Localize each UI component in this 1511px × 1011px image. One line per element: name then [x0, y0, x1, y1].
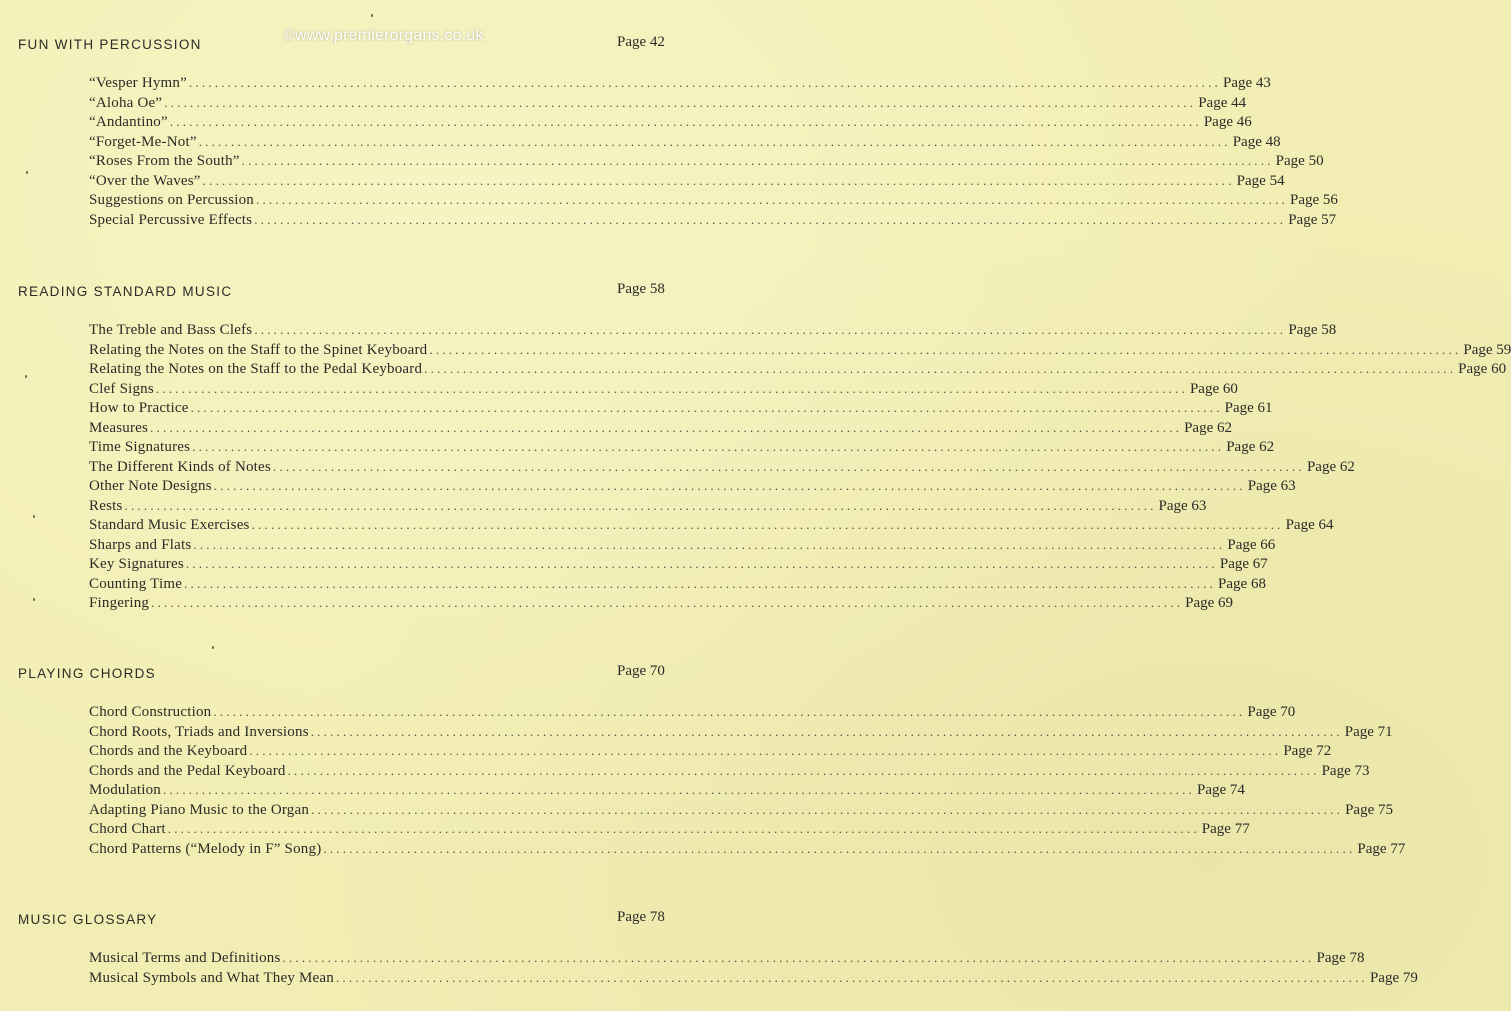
section-header [0, 909, 700, 933]
dot-leader: ................................................................................................................................................................ [311, 801, 1344, 817]
paper-speck [212, 646, 214, 649]
toc-entry [89, 380, 1238, 401]
toc-section-music-glossary [0, 909, 1418, 986]
entry-page: Page 69 [1185, 595, 1234, 611]
entry-page: Page 70 [1247, 704, 1296, 720]
watermark-text: ©www.premierorgans.co.uk [283, 27, 484, 44]
entry-page: Page 60 [1458, 361, 1507, 377]
entry-label: Sharps and Flats [89, 536, 192, 553]
entry-label: “Over the Waves” [89, 172, 201, 189]
entry-label: Time Signatures [89, 439, 191, 455]
entry-page: Page 74 [1197, 782, 1245, 798]
entry-page: Page 62 [1306, 458, 1355, 475]
dot-leader: ................................................................................................................................................................ [185, 556, 1218, 571]
entry-label: Musical Symbols and What They Mean [89, 969, 334, 986]
paper-speck [25, 375, 27, 378]
toc-entry [89, 211, 1337, 232]
entry-label: The Treble and Bass Clefs [89, 322, 253, 338]
entry-label: Relating the Notes on the Staff to the Pedal Keyboard [89, 361, 423, 377]
dot-leader: ................................................................................................................................................................ [213, 478, 1246, 493]
toc-entry [89, 114, 1252, 134]
dot-leader: ................................................................................................................................................................ [241, 153, 1274, 168]
entry-page: Page 71 [1344, 723, 1393, 740]
entry-page: Page 72 [1283, 743, 1332, 759]
toc-entry [89, 704, 1296, 724]
toc-entry [89, 478, 1296, 498]
entry-page: Page 59 [1463, 341, 1511, 358]
toc-entry [89, 94, 1247, 115]
dot-leader: ................................................................................................................................................................ [251, 517, 1284, 532]
toc-entry [89, 723, 1393, 744]
section-title: MUSIC GLOSSARY [18, 912, 158, 927]
entry-label: Key Signatures [89, 556, 184, 572]
dot-leader: ................................................................................................................................................................ [155, 380, 1188, 396]
entry-page: Page 56 [1290, 192, 1338, 208]
entry-page: Page 61 [1224, 400, 1273, 416]
entry-label: Chords and the Keyboard [89, 743, 248, 759]
entry-label: How to Practice [89, 400, 189, 416]
dot-leader: ................................................................................................................................................................ [193, 536, 1226, 552]
dot-leader: ................................................................................................................................................................ [213, 704, 1246, 719]
entry-page: Page 68 [1218, 575, 1266, 592]
toc-section-playing-chords [0, 663, 1406, 857]
toc-entry [89, 517, 1334, 537]
toc-entry [89, 419, 1233, 440]
section-page: Page 70 [617, 663, 665, 679]
entry-page: Page 43 [1222, 75, 1271, 91]
entry-page: Page 66 [1227, 536, 1276, 553]
entry-page: Page 63 [1247, 478, 1296, 494]
section-title: PLAYING CHORDS [18, 666, 156, 681]
toc-section-reading-standard-music [0, 281, 1511, 611]
entry-label: The Different Kinds of Notes [89, 458, 271, 475]
dot-leader: ................................................................................................................................................................ [151, 595, 1184, 610]
entry-label: Modulation [89, 782, 161, 798]
entry-label: Relating the Notes on the Staff to the Spinet Keyboard [89, 341, 428, 358]
entry-page: Page 46 [1203, 114, 1252, 130]
entry-page: Page 44 [1198, 94, 1247, 111]
entry-page: Page 58 [1288, 322, 1337, 338]
section-page: Page 42 [617, 34, 665, 50]
dot-leader: ................................................................................................................................................................ [323, 840, 1356, 856]
section-header [0, 663, 700, 687]
entry-page: Page 78 [1316, 950, 1365, 966]
dot-leader: ................................................................................................................................................................ [163, 782, 1195, 797]
entry-label: “Forget-Me-Not” [89, 133, 197, 150]
paper-speck [33, 515, 35, 518]
toc-entry [89, 595, 1234, 615]
dot-leader: ................................................................................................................................................................ [335, 969, 1368, 985]
dot-leader: ................................................................................................................................................................ [254, 322, 1287, 337]
entry-label: “Andantino” [89, 114, 168, 130]
entry-page: Page 64 [1285, 517, 1334, 533]
toc-entry [89, 782, 1245, 802]
entry-label: Standard Music Exercises [89, 517, 250, 533]
section-header [0, 34, 700, 58]
entry-label: Clef Signs [89, 380, 154, 397]
section-page: Page 58 [617, 281, 665, 297]
entry-label: Chord Roots, Triads and Inversions [89, 723, 309, 740]
entry-label: Chord Chart [89, 821, 166, 837]
toc-entry [89, 556, 1268, 576]
toc-entry [89, 969, 1418, 990]
toc-entry [89, 801, 1393, 822]
toc-entry [89, 341, 1511, 362]
entry-page: Page 67 [1219, 556, 1268, 572]
entry-label: “Aloha Oe” [89, 94, 163, 111]
dot-leader: ................................................................................................................................................................ [287, 762, 1320, 778]
entry-page: Page 48 [1232, 133, 1281, 150]
entry-page: Page 50 [1275, 153, 1324, 169]
entry-page: Page 73 [1321, 762, 1370, 779]
entry-page: Page 62 [1184, 419, 1233, 436]
dot-leader: ................................................................................................................................................................ [169, 114, 1202, 129]
dot-leader: ................................................................................................................................................................ [124, 497, 1157, 513]
dot-leader: ................................................................................................................................................................ [254, 211, 1287, 227]
dot-leader: ................................................................................................................................................................ [256, 192, 1289, 207]
entry-label: Musical Terms and Definitions [89, 950, 281, 966]
entry-label: Fingering [89, 595, 150, 611]
dot-leader: ................................................................................................................................................................ [184, 575, 1217, 591]
section-title: READING STANDARD MUSIC [18, 284, 233, 299]
dot-leader: ................................................................................................................................................................ [167, 821, 1200, 836]
toc-entry [89, 439, 1275, 459]
entry-label: Counting Time [89, 575, 183, 592]
entry-label: Adapting Piano Music to the Organ [89, 801, 310, 818]
toc-entry [89, 153, 1324, 173]
entry-label: Measures [89, 419, 149, 436]
entry-label: Special Percussive Effects [89, 211, 253, 228]
toc-entry [89, 821, 1250, 841]
entry-page: Page 77 [1357, 840, 1406, 857]
dot-leader: ................................................................................................................................................................ [188, 75, 1221, 90]
toc-section-fun-with-percussion [0, 34, 1338, 228]
paper-speck [371, 14, 373, 17]
dot-leader: ................................................................................................................................................................ [424, 361, 1457, 376]
dot-leader: ................................................................................................................................................................ [150, 419, 1183, 435]
entry-label: Suggestions on Percussion [89, 192, 255, 208]
paper-speck [33, 598, 35, 601]
entry-page: Page 54 [1236, 172, 1285, 189]
toc-entry [89, 497, 1207, 518]
entry-page: Page 79 [1369, 969, 1418, 986]
toc-entry [89, 133, 1281, 154]
toc-entry [89, 172, 1285, 193]
toc-entry [89, 536, 1276, 557]
entry-label: “Roses From the South” [89, 153, 240, 169]
dot-leader: ................................................................................................................................................................ [198, 133, 1231, 149]
entry-page: Page 57 [1288, 211, 1337, 228]
section-header [0, 281, 700, 305]
toc-entry [89, 575, 1266, 596]
toc-entry [89, 75, 1271, 95]
dot-leader: ................................................................................................................................................................ [272, 458, 1305, 474]
toc-entry [89, 950, 1365, 970]
entry-page: Page 62 [1226, 439, 1275, 455]
section-page: Page 78 [617, 909, 665, 925]
toc-entry [89, 400, 1273, 420]
entry-page: Page 75 [1345, 801, 1393, 818]
toc-entry [89, 762, 1370, 783]
dot-leader: ................................................................................................................................................................ [429, 341, 1462, 357]
entry-label: Rests [89, 497, 123, 514]
entry-label: “Vesper Hymn” [89, 75, 187, 91]
entry-label: Other Note Designs [89, 478, 212, 494]
entry-label: Chord Patterns (“Melody in F” Song) [89, 840, 322, 857]
dot-leader: ................................................................................................................................................................ [310, 723, 1343, 739]
dot-leader: ................................................................................................................................................................ [282, 950, 1315, 965]
toc-entry [89, 840, 1406, 861]
dot-leader: ................................................................................................................................................................ [164, 94, 1197, 110]
entry-page: Page 60 [1189, 380, 1238, 397]
toc-entry [89, 458, 1355, 479]
toc-entry [89, 361, 1507, 381]
toc-entry [89, 743, 1332, 763]
dot-leader: ................................................................................................................................................................ [249, 743, 1282, 758]
section-title: FUN WITH PERCUSSION [18, 37, 202, 52]
dot-leader: ................................................................................................................................................................ [192, 439, 1225, 454]
dot-leader: ................................................................................................................................................................ [202, 172, 1235, 188]
entry-label: Chords and the Pedal Keyboard [89, 762, 286, 779]
paper-speck [26, 171, 28, 174]
dot-leader: ................................................................................................................................................................ [190, 400, 1223, 415]
entry-label: Chord Construction [89, 704, 212, 720]
toc-entry [89, 192, 1338, 212]
toc-entry [89, 322, 1337, 342]
entry-page: Page 63 [1158, 497, 1207, 514]
entry-page: Page 77 [1201, 821, 1250, 837]
